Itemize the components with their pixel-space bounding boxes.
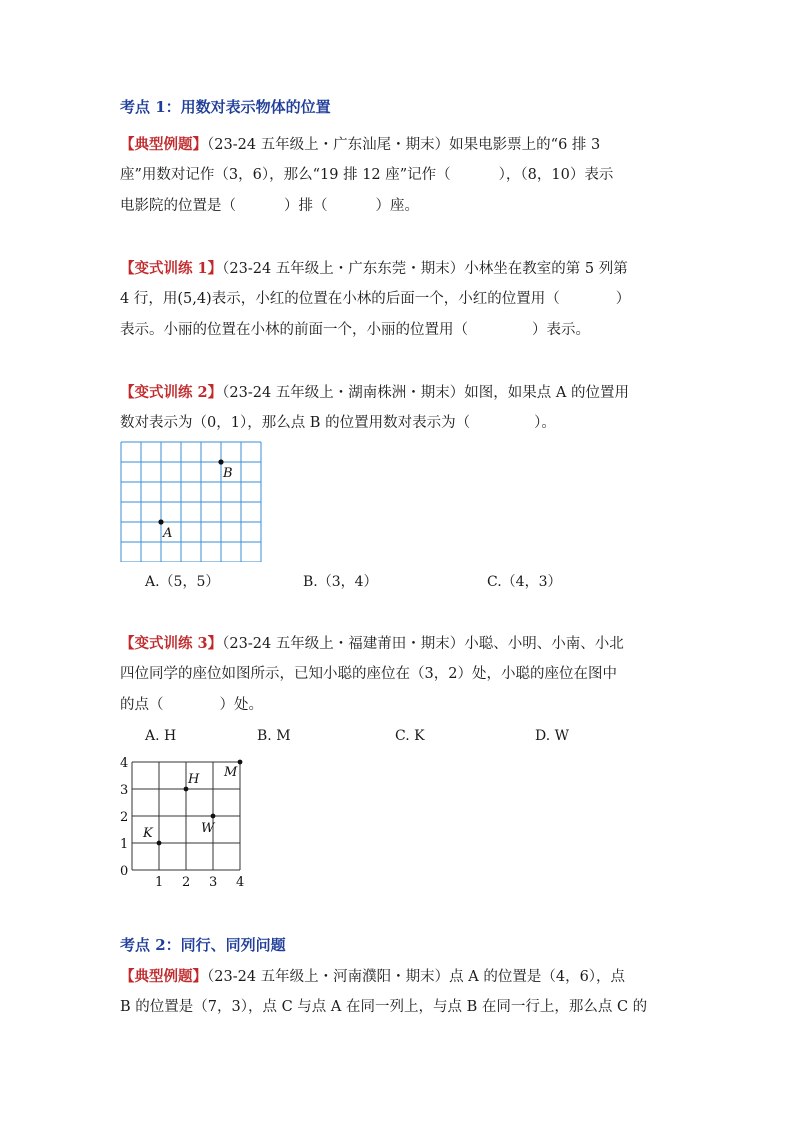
training3-line1: 【变式训练 3】（23-24 五年级上・福建莆田・期末）小聪、小明、小南、小北	[120, 635, 624, 652]
point-m	[238, 760, 243, 765]
training2-tag: 【变式训练 2】	[120, 384, 223, 401]
example1-line2: 座”用数对记作（3，6），那么“19 排 12 座”记作（ ），（8，10）表示	[120, 167, 614, 183]
grid1-lines	[121, 442, 261, 562]
point-a-label: A	[163, 526, 173, 541]
example2-paragraph	[120, 961, 680, 1023]
training3-line2: 四位同学的座位如图所示，已知小聪的座位在（3，2）处，小聪的座位在图中	[120, 666, 617, 682]
point-h	[184, 787, 189, 792]
point-b	[218, 459, 223, 464]
example2-line2: B 的位置是（7，3），点 C 与点 A 在同一列上，与点 B 在同一行上，那么点 C 的	[120, 999, 648, 1015]
example1-line1: 【典型例题】（23-24 五年级上・广东汕尾・期末）如果电影票上的“6 排 3	[120, 136, 601, 153]
option-h[interactable]: A. H	[145, 728, 177, 744]
option-c[interactable]: C.（4，3）	[487, 574, 562, 590]
grid2-x-tick-labels	[120, 864, 244, 890]
training1-line2: 4 行，用(5,4)表示，小红的位置在小林的后面一个，小红的位置用（ ）	[120, 291, 631, 307]
training3-tag: 【变式训练 3】	[120, 635, 223, 652]
point-w-label: W	[201, 821, 215, 836]
training1-line3: 表示。小丽的位置在小林的前面一个，小丽的位置用（ ）表示。	[120, 322, 590, 338]
example1-paragraph	[120, 129, 680, 222]
grid-figure-1	[118, 440, 264, 562]
training1-line1: 【变式训练 1】（23-24 五年级上・广东东莞・期末）小林坐在教室的第 5 列第	[120, 260, 628, 277]
x-tick-label: 3	[209, 875, 218, 890]
y-tick-label: 4	[120, 756, 129, 771]
point-a	[158, 519, 163, 524]
example2-line1: 【典型例题】（23-24 五年级上・河南濮阳・期末）点 A 的位置是（4，6），点	[120, 968, 626, 985]
training1-tag: 【变式训练 1】	[120, 260, 223, 277]
y-tick-label: 2	[120, 810, 129, 825]
training3-paragraph	[120, 628, 680, 721]
point-k-label: K	[143, 826, 153, 841]
section2-heading: 考点 2：同行、同列问题	[120, 936, 286, 954]
option-k[interactable]: C. K	[395, 728, 425, 744]
point-w	[211, 814, 216, 819]
point-b-label: B	[223, 466, 233, 481]
training2-line1: 【变式训练 2】（23-24 五年级上・湖南株洲・期末）如图，如果点 A 的位置用	[120, 384, 629, 401]
example1-tag: 【典型例题】	[120, 136, 207, 153]
option-b[interactable]: B.（3，4）	[303, 574, 378, 590]
x-tick-label: 2	[182, 875, 191, 890]
training3-line3: 的点（ ）处。	[120, 697, 263, 713]
point-m-label: M	[224, 765, 238, 780]
grid-figure-2	[110, 752, 260, 892]
section1-heading: 考点 1：用数对表示物体的位置	[120, 98, 331, 116]
example1-line3: 电影院的位置是（ ）排（ ）座。	[120, 198, 419, 214]
training2-paragraph	[120, 377, 680, 439]
point-k	[157, 841, 162, 846]
training2-line2: 数对表示为（0，1），那么点 B 的位置用数对表示为（ ）。	[120, 415, 556, 431]
y-tick-label: 3	[120, 783, 129, 798]
example2-tag: 【典型例题】	[120, 968, 207, 985]
x-tick-label: 0	[120, 864, 129, 879]
point-h-label: H	[188, 772, 200, 787]
grid2-y-tick-labels	[120, 756, 128, 852]
grid2-points	[142, 760, 242, 846]
option-m[interactable]: B. M	[257, 728, 291, 744]
y-tick-label: 1	[120, 837, 129, 852]
x-tick-label: 4	[236, 875, 245, 890]
training1-paragraph	[120, 253, 680, 346]
option-a[interactable]: A.（5，5）	[145, 574, 220, 590]
x-tick-label: 1	[155, 875, 164, 890]
option-w[interactable]: D. W	[535, 728, 570, 744]
